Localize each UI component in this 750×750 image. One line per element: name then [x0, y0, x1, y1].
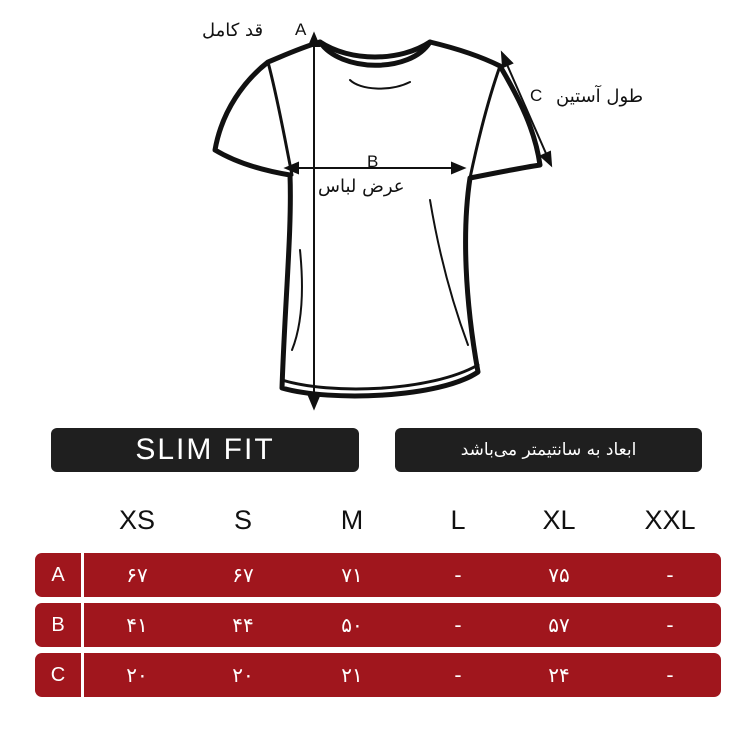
- table-cell: -: [454, 613, 462, 637]
- table-cell: -: [454, 563, 462, 587]
- table-row: [35, 603, 721, 647]
- size-header: XL: [542, 505, 576, 535]
- table-cell: -: [454, 663, 462, 687]
- label-a-letter: A: [295, 20, 307, 39]
- table-cell: ۲۰: [126, 663, 148, 687]
- row-label: B: [51, 614, 65, 636]
- label-full-length: قد کامل: [202, 20, 264, 41]
- table-cell: ۲۱: [341, 663, 363, 687]
- label-width: عرض لباس: [318, 176, 405, 197]
- table-cell: ۵۷: [548, 613, 570, 637]
- fit-badge: SLIM FIT: [51, 428, 359, 472]
- table-cell: ۶۷: [126, 563, 148, 587]
- table-cell: -: [666, 613, 674, 637]
- row-label: C: [50, 664, 66, 686]
- table-row: [35, 653, 721, 697]
- table-cell: ۷۱: [341, 563, 363, 587]
- table-cell: ۶۷: [232, 563, 254, 587]
- label-sleeve-length: طول آستین: [556, 86, 644, 107]
- size-header-row: [0, 505, 750, 541]
- table-cell: ۵۰: [341, 613, 363, 637]
- table-row: [35, 553, 721, 597]
- table-cell: -: [666, 663, 674, 687]
- row-label: A: [51, 564, 65, 586]
- table-cell: ۴۴: [232, 613, 254, 637]
- size-header: M: [340, 505, 364, 535]
- label-c-letter: C: [530, 86, 543, 105]
- size-header: L: [450, 505, 466, 535]
- size-header: S: [233, 505, 252, 535]
- table-cell: ۲۰: [232, 663, 254, 687]
- table-cell: ۴۱: [126, 613, 148, 637]
- size-header: XXL: [644, 505, 696, 535]
- table-cell: ۲۴: [548, 663, 570, 687]
- table-cell: ۷۵: [548, 563, 570, 587]
- units-note: ابعاد به سانتیمتر می‌باشد: [395, 428, 702, 472]
- label-b-letter: B: [367, 152, 379, 171]
- table-cell: -: [666, 563, 674, 587]
- size-header: XS: [118, 505, 156, 535]
